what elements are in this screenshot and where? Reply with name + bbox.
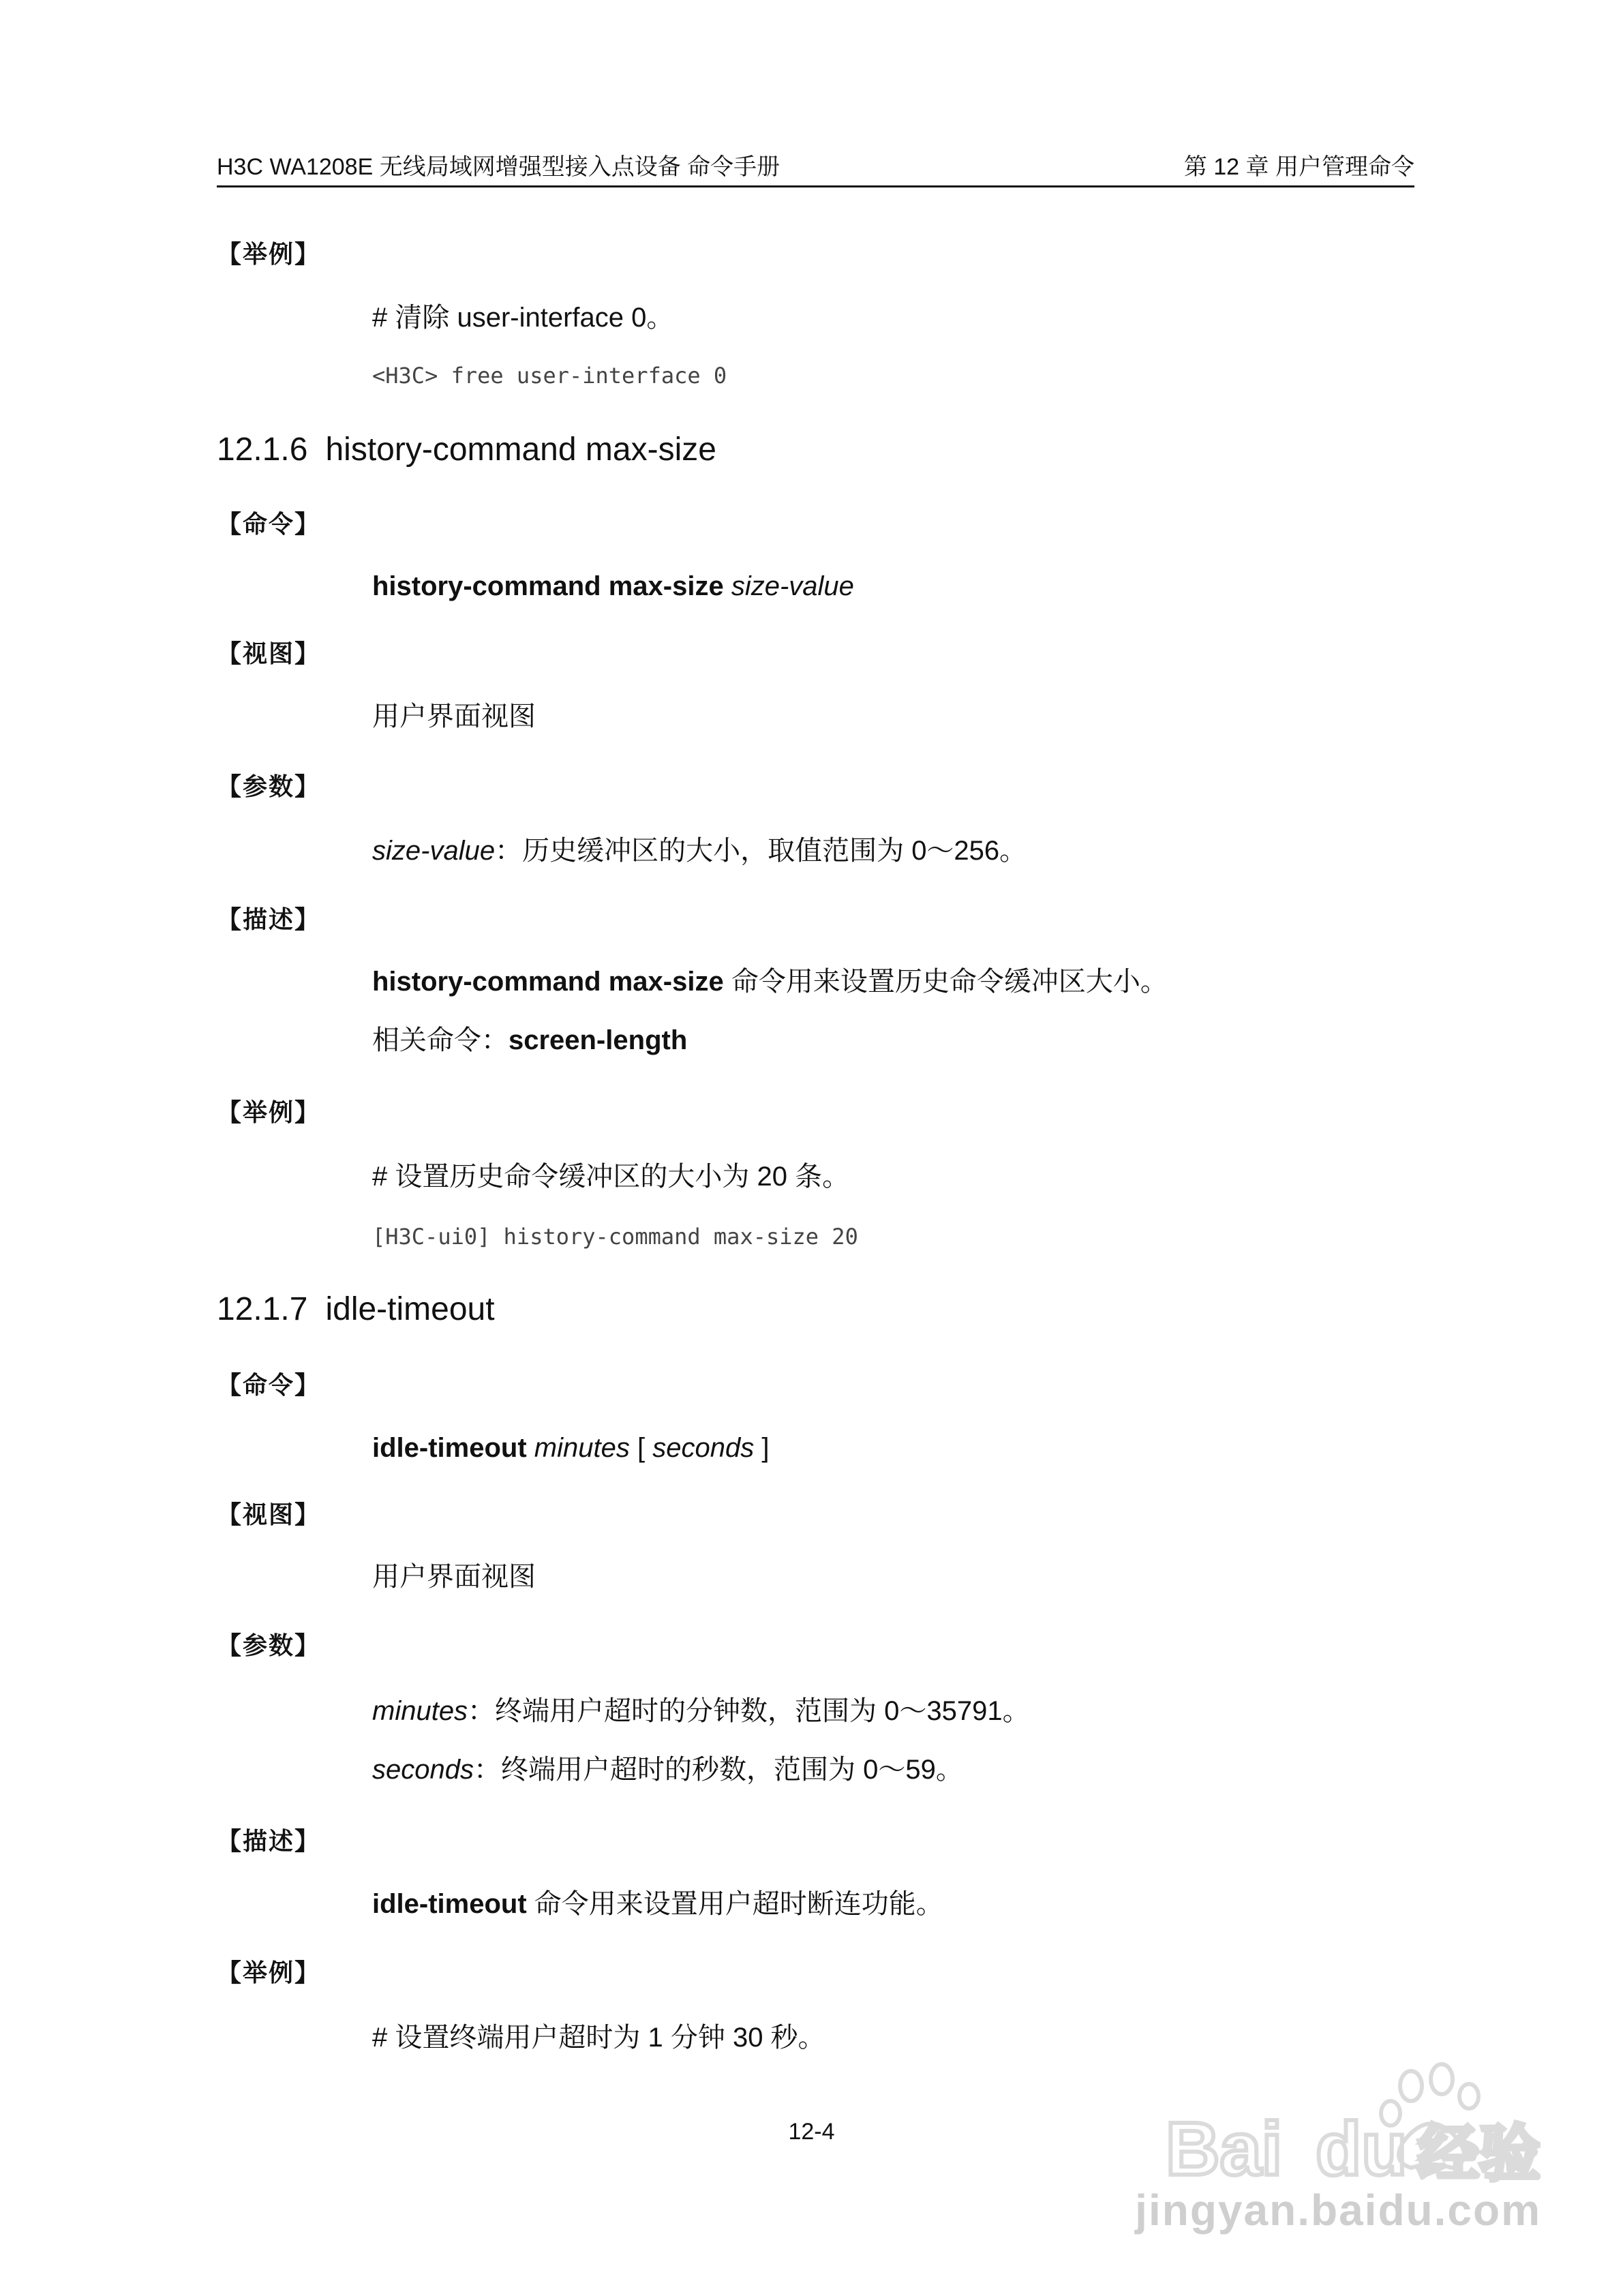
parameter-name: minutes: [372, 1696, 468, 1726]
header-divider: [217, 185, 1414, 187]
parameter-name: size-value: [372, 836, 496, 866]
command-argument: minutes: [534, 1433, 630, 1463]
related-prefix: 相关命令：: [372, 1025, 509, 1055]
section-number: 12.1.6: [217, 432, 308, 468]
parameter-label: 【参数】: [217, 772, 321, 800]
svg-text:du: du: [1316, 2107, 1408, 2191]
description-text: [372, 1886, 943, 1922]
description-text: [372, 964, 1168, 999]
watermark-url: jingyan.baidu.com: [1135, 2186, 1541, 2235]
related-command: screen-length: [509, 1025, 688, 1055]
command-keyword: history-command max-size: [372, 571, 724, 601]
view-label: 【视图】: [217, 639, 321, 667]
example-label: 【举例】: [217, 1098, 321, 1126]
parameter-row: [372, 1693, 1030, 1729]
description-keyword: history-command max-size: [372, 967, 724, 997]
svg-text:经验: 经验: [1418, 2118, 1541, 2190]
example-label: 【举例】: [217, 1959, 321, 1987]
parameter-label: 【参数】: [217, 1631, 321, 1659]
command-label: 【命令】: [217, 1371, 321, 1399]
command-argument-optional: seconds: [652, 1433, 755, 1463]
section-heading-1216: [217, 429, 716, 470]
command-argument: size-value: [731, 571, 854, 601]
example-description: # 设置终端用户超时为 1 分钟 30 秒。: [372, 2023, 825, 2053]
description-body: 命令用来设置用户超时断连功能。: [526, 1889, 943, 1919]
header-chapter: 第 12 章 用户管理命令: [1183, 154, 1414, 180]
section-title: idle-timeout: [325, 1291, 495, 1327]
parameter-name: seconds: [372, 1755, 474, 1785]
section-heading-1217: [217, 1289, 495, 1330]
command-label: 【命令】: [217, 510, 321, 538]
svg-text:Bai: Bai: [1166, 2107, 1283, 2191]
command-syntax: [372, 569, 854, 604]
example-code: <H3C> free user-interface 0: [372, 363, 727, 389]
description-body: 命令用来设置历史命令缓冲区大小。: [723, 967, 1168, 997]
parameter-description: ：历史缓冲区的大小，取值范围为 0～256。: [495, 836, 1027, 866]
optional-close-bracket: ]: [761, 1433, 770, 1463]
parameter-description: ：终端用户超时的秒数，范围为 0～59。: [473, 1755, 963, 1785]
parameter-description: ：终端用户超时的分钟数，范围为 0～35791。: [468, 1696, 1030, 1726]
example-description: # 清除 user-interface 0。: [372, 303, 674, 333]
view-label: 【视图】: [217, 1500, 321, 1528]
optional-open-bracket: [: [637, 1433, 646, 1463]
view-text: 用户界面视图: [372, 701, 536, 731]
description-keyword: idle-timeout: [372, 1889, 527, 1919]
view-text: 用户界面视图: [372, 1562, 536, 1592]
command-syntax: [372, 1430, 769, 1466]
example-label: 【举例】: [217, 240, 321, 268]
related-commands: [372, 1023, 687, 1058]
section-number: 12.1.7: [217, 1291, 308, 1327]
description-label: 【描述】: [217, 1827, 321, 1855]
parameter-row: [372, 1752, 963, 1787]
description-label: 【描述】: [217, 905, 321, 933]
page-number: 12-4: [788, 2119, 835, 2145]
example-description: # 设置历史命令缓冲区的大小为 20 条。: [372, 1162, 850, 1192]
parameter-row: [372, 833, 1027, 868]
section-title: history-command max-size: [325, 432, 716, 468]
command-keyword: idle-timeout: [372, 1433, 527, 1463]
header-title: H3C WA1208E 无线局域网增强型接入点设备 命令手册: [217, 154, 780, 180]
example-code: [H3C-ui0] history-command max-size 20: [372, 1224, 858, 1250]
